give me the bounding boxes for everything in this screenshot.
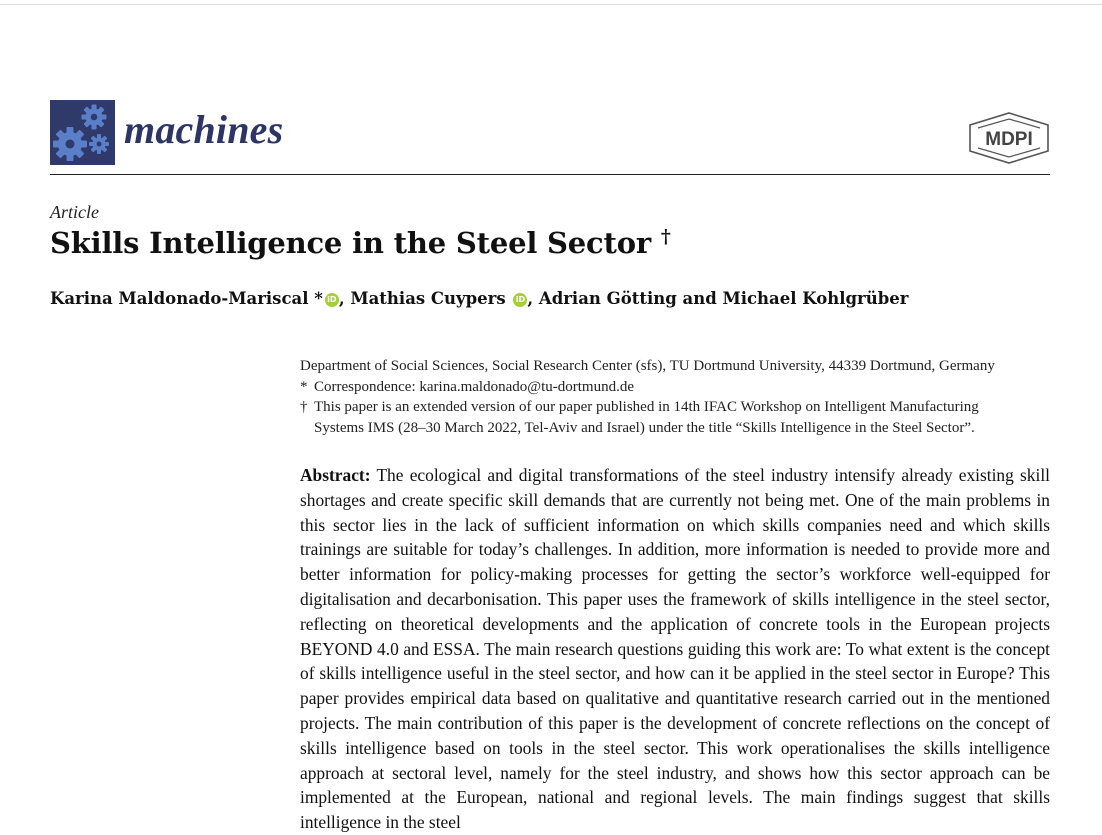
journal-logo[interactable] — [50, 100, 115, 165]
article-type: Article — [50, 202, 99, 222]
abstract — [300, 463, 1050, 835]
header-rule — [50, 174, 1050, 175]
abstract-label: Abstract: — [300, 465, 371, 485]
affiliations — [300, 356, 1052, 438]
title-note — [300, 397, 1052, 418]
abstract-text: The ecological and digital transformations of the steel industry intensify already existing skill shortages and create specific skill demands that are currently not being met. One of the main problems in this sector lies in the lack of sufficient information on which skills companies need and which skills trainings are suitable for today’s challenges. In addition, more information is needed to provide more and better information for policy-making processes for getting the sector’s workforce well-equipped for digitalisation and decarbonisation. This paper uses the framework of skills intelligence in the steel sector, reflecting on theoretical developments and the application of concrete tools in the European projects BEYOND 4.0 and ESSA. The main research questions guiding this work are: To what extent is the concept of skills intelligence useful in the steel sector, and how can it be applied in the steel sector in Europe? This paper provides empirical data based on qualitative and quantitative research carried out in the mentioned projects. The main contribution of this paper is the development of concrete reflections on the concept of skills intelligence based on tools in the steel sector. This work operationalises the skills intelligence approach at sectoral level, namely for the steel industry, and shows how this sector approach can be implemented at the European, national and regional levels. The main findings suggest that skills intelligence in the steel — [300, 465, 1050, 833]
title-note-mark: † — [300, 399, 308, 415]
correspondence — [300, 377, 1052, 398]
title-note-line-2: Systems IMS (28–30 March 2022, Tel-Aviv and Israel) under the title “Skills Intelligence in the Steel Sector”. — [314, 419, 975, 436]
orcid-icon[interactable]: iD — [513, 293, 527, 307]
author-list — [50, 289, 908, 308]
author-2[interactable]: , Mathias Cuypers — [338, 289, 506, 308]
publisher-logo[interactable] — [968, 112, 1050, 164]
top-border — [0, 4, 1102, 5]
author-3-4[interactable]: , Adrian Götting and Michael Kohlgrüber — [527, 289, 909, 308]
correspondence-email[interactable]: Correspondence: karina.maldonado@tu-dortmund.de — [314, 378, 634, 395]
publisher-name: MDPI — [985, 129, 1033, 150]
paper-title — [50, 226, 671, 260]
journal-name[interactable]: machines — [124, 107, 284, 152]
author-1[interactable]: Karina Maldonado-Mariscal * — [50, 289, 323, 308]
title-note-line-1: This paper is an extended version of our paper published in 14th IFAC Workshop on Intelligent Manufacturing — [314, 399, 979, 415]
correspondence-mark: * — [300, 378, 308, 395]
affiliation-dept: Department of Social Sciences, Social Research Center (sfs), TU Dortmund University, 44339 Dortmund, Germany — [300, 358, 995, 374]
paper-title-text: Skills Intelligence in the Steel Sector — [50, 226, 651, 260]
title-footnote-mark: † — [660, 225, 671, 248]
orcid-icon[interactable]: iD — [325, 293, 339, 307]
gears-icon — [50, 100, 115, 165]
